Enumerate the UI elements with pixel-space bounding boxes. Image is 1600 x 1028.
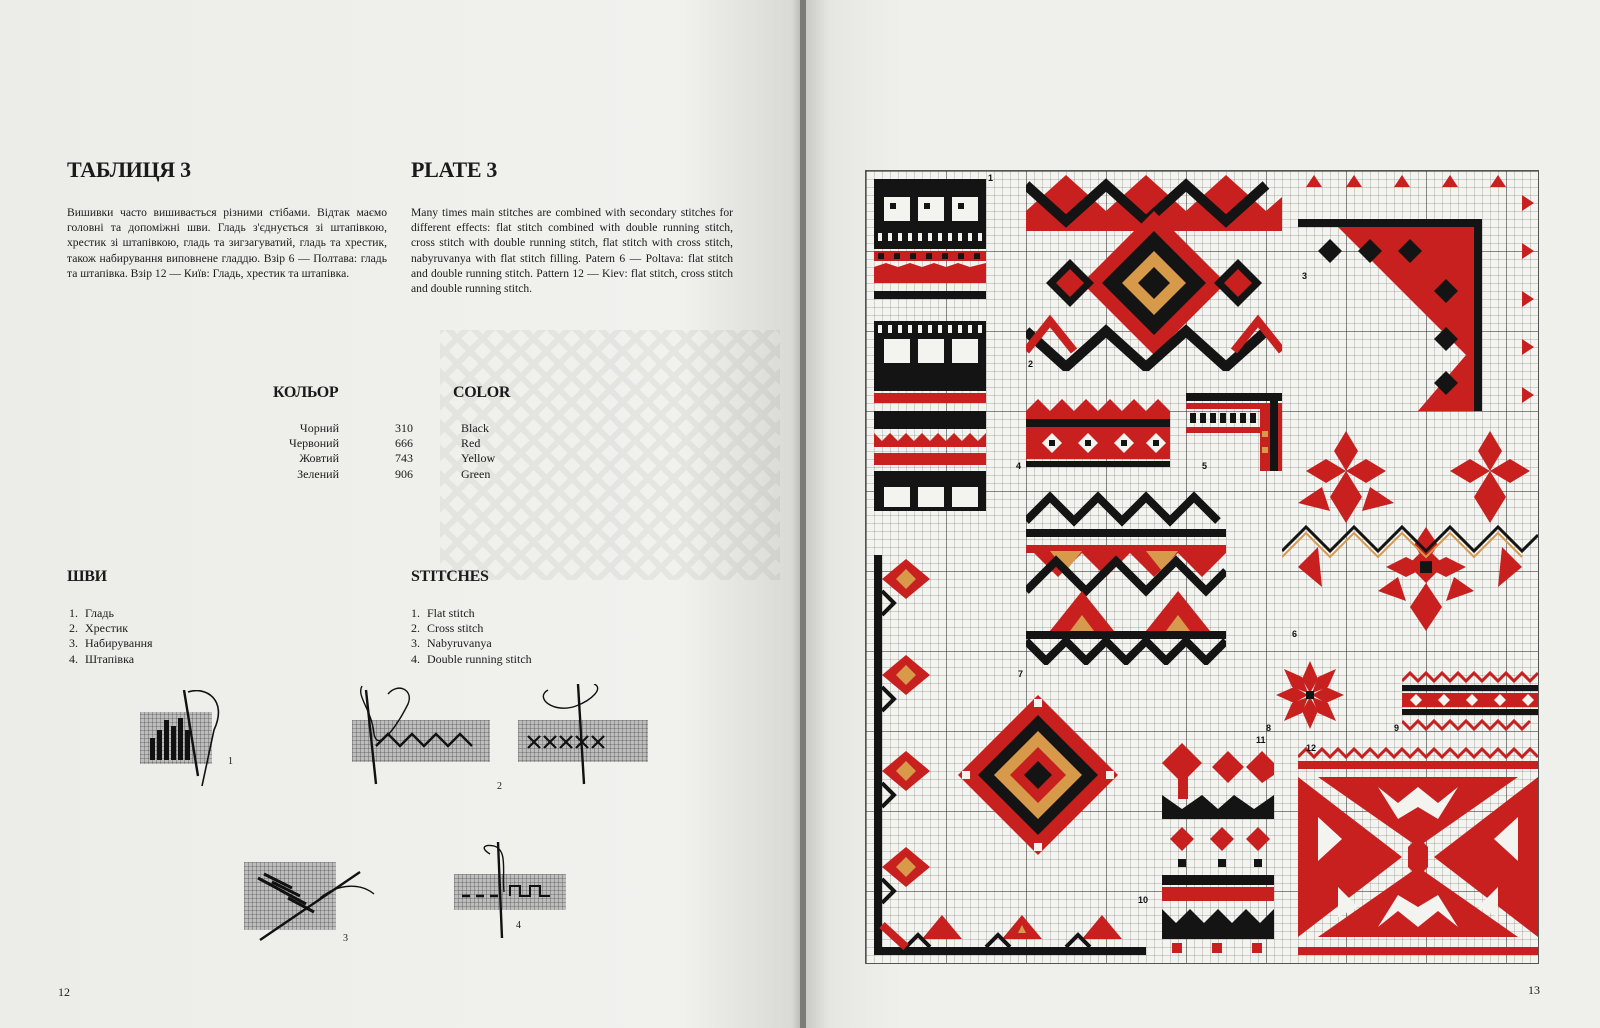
diagram-label-3: 3	[343, 933, 348, 944]
pattern-9-narrow-border	[1402, 671, 1538, 731]
list-number: 3.	[411, 636, 420, 651]
diagram-label-1: 1	[228, 756, 233, 767]
color-code: 906	[395, 466, 413, 481]
embroidery-pattern-chart	[865, 170, 1539, 964]
pattern-number-11: 11	[1256, 735, 1266, 745]
list-label: Nabyruvanya	[427, 636, 492, 651]
pattern-12-kiev-motif	[1298, 747, 1538, 955]
color-name-ua: Жовтий	[299, 451, 339, 466]
pattern-number-12: 12	[1306, 743, 1317, 753]
pattern-number-8: 8	[1266, 723, 1272, 733]
pattern-11-tree-motif	[1162, 739, 1274, 955]
pattern-3-corner-border	[1298, 171, 1538, 419]
list-label: Штапівка	[85, 651, 135, 666]
list-label: Набирування	[85, 636, 153, 651]
cross-stitch-diagram-a	[348, 684, 498, 794]
pattern-2-diamond-band	[1026, 171, 1282, 371]
list-item	[411, 621, 532, 636]
color-code: 310	[395, 421, 413, 435]
nabyruvanya-diagram	[240, 858, 380, 948]
pattern-number-9: 9	[1394, 723, 1400, 733]
list-label: Cross stitch	[427, 621, 484, 636]
list-label: Double running stitch	[427, 651, 532, 666]
pattern-number-7: 7	[1018, 669, 1024, 679]
ua-paragraph: Вишивки часто вишивається різними стібами. Відтак маємо головні та допоміжні шви. Гладь з'єднується зі штапівкою, хрестик зі штапівкою, гладь та зигзагуватий, гладь та хрестик, також набирування виповнене гладдю. Взір 6 — Полтава: гладь та штапівка. Взір 12 — Київ: Гладь, хрестик та штапівка.	[67, 206, 387, 280]
central-rosette-motif	[954, 691, 1122, 859]
color-code: 666	[395, 436, 413, 451]
list-number: 1.	[411, 606, 420, 620]
color-name-ua: Червоний	[289, 436, 339, 451]
color-row	[277, 467, 541, 482]
color-name-en: Yellow	[461, 451, 496, 466]
list-number: 3.	[69, 636, 78, 651]
color-name-ua: Зелений	[297, 466, 339, 481]
pattern-number-4: 4	[1016, 461, 1022, 471]
list-label: Гладь	[85, 606, 114, 620]
pattern-4-border	[1026, 391, 1170, 471]
list-number: 4.	[411, 651, 420, 666]
list-number: 2.	[69, 621, 78, 636]
pattern-number-6: 6	[1292, 629, 1298, 639]
pattern-number-3: 3	[1302, 271, 1308, 281]
pattern-number-1: 1	[988, 173, 994, 183]
list-label: Хрестик	[85, 621, 129, 636]
list-number: 4.	[69, 651, 78, 666]
pattern-number-5: 5	[1202, 461, 1208, 471]
pattern-number-2: 2	[1028, 359, 1034, 369]
list-label: Flat stitch	[427, 606, 475, 620]
color-name-en: Red	[461, 436, 481, 451]
color-heading-ua: КОЛЬОР	[273, 384, 339, 401]
color-heading-en: COLOR	[453, 384, 511, 401]
pattern-5-corner	[1186, 391, 1282, 471]
color-name-ua: Чорний	[299, 421, 339, 435]
color-row	[277, 451, 541, 466]
color-table	[277, 421, 541, 482]
color-name-en: Green	[461, 466, 491, 481]
color-row	[277, 436, 541, 451]
stitch-list-en	[411, 606, 532, 667]
flat-stitch-diagram	[136, 690, 236, 790]
double-running-stitch-diagram	[450, 842, 570, 942]
list-item	[69, 621, 153, 636]
list-item	[411, 636, 532, 651]
cross-stitch-diagram-b	[514, 684, 654, 794]
stitches-heading-ua: ШВИ	[67, 568, 107, 585]
diagram-label-2: 2	[497, 781, 502, 792]
pattern-6-poltava-motif	[1282, 427, 1538, 659]
stitches-heading-en: STITCHES	[411, 568, 489, 585]
color-name-en: Black	[461, 421, 489, 435]
en-paragraph: Many times main stitches are combined with secondary stitches for different effects: flat stitch combined with double running stitch, cross stitch with double running stitch, flat stitch with cross stitch, nabyruvanya with flat stitch filling. Patern 6 — Poltava: flat stitch and double running stitch. Pattern 12 — Kiev: flat stitch, cross stitch and double running stitch.	[411, 206, 733, 296]
color-row	[277, 421, 541, 436]
page-number-left: 12	[58, 985, 70, 999]
en-title: PLATE 3	[411, 157, 498, 182]
list-item	[69, 606, 153, 621]
pattern-8-star	[1274, 659, 1346, 731]
diagram-label-4: 4	[516, 920, 521, 931]
list-item	[69, 636, 153, 651]
page-number-right: 13	[1528, 983, 1540, 997]
list-number: 2.	[411, 621, 420, 636]
list-item	[411, 652, 532, 667]
pattern-1-vertical-band	[866, 171, 994, 515]
color-code: 743	[395, 451, 413, 466]
stitch-list-ua	[69, 606, 153, 667]
list-item	[69, 652, 153, 667]
pattern-number-10: 10	[1138, 895, 1149, 905]
list-item	[411, 606, 532, 621]
list-number: 1.	[69, 606, 78, 620]
ua-title: ТАБЛИЦЯ 3	[67, 157, 191, 182]
